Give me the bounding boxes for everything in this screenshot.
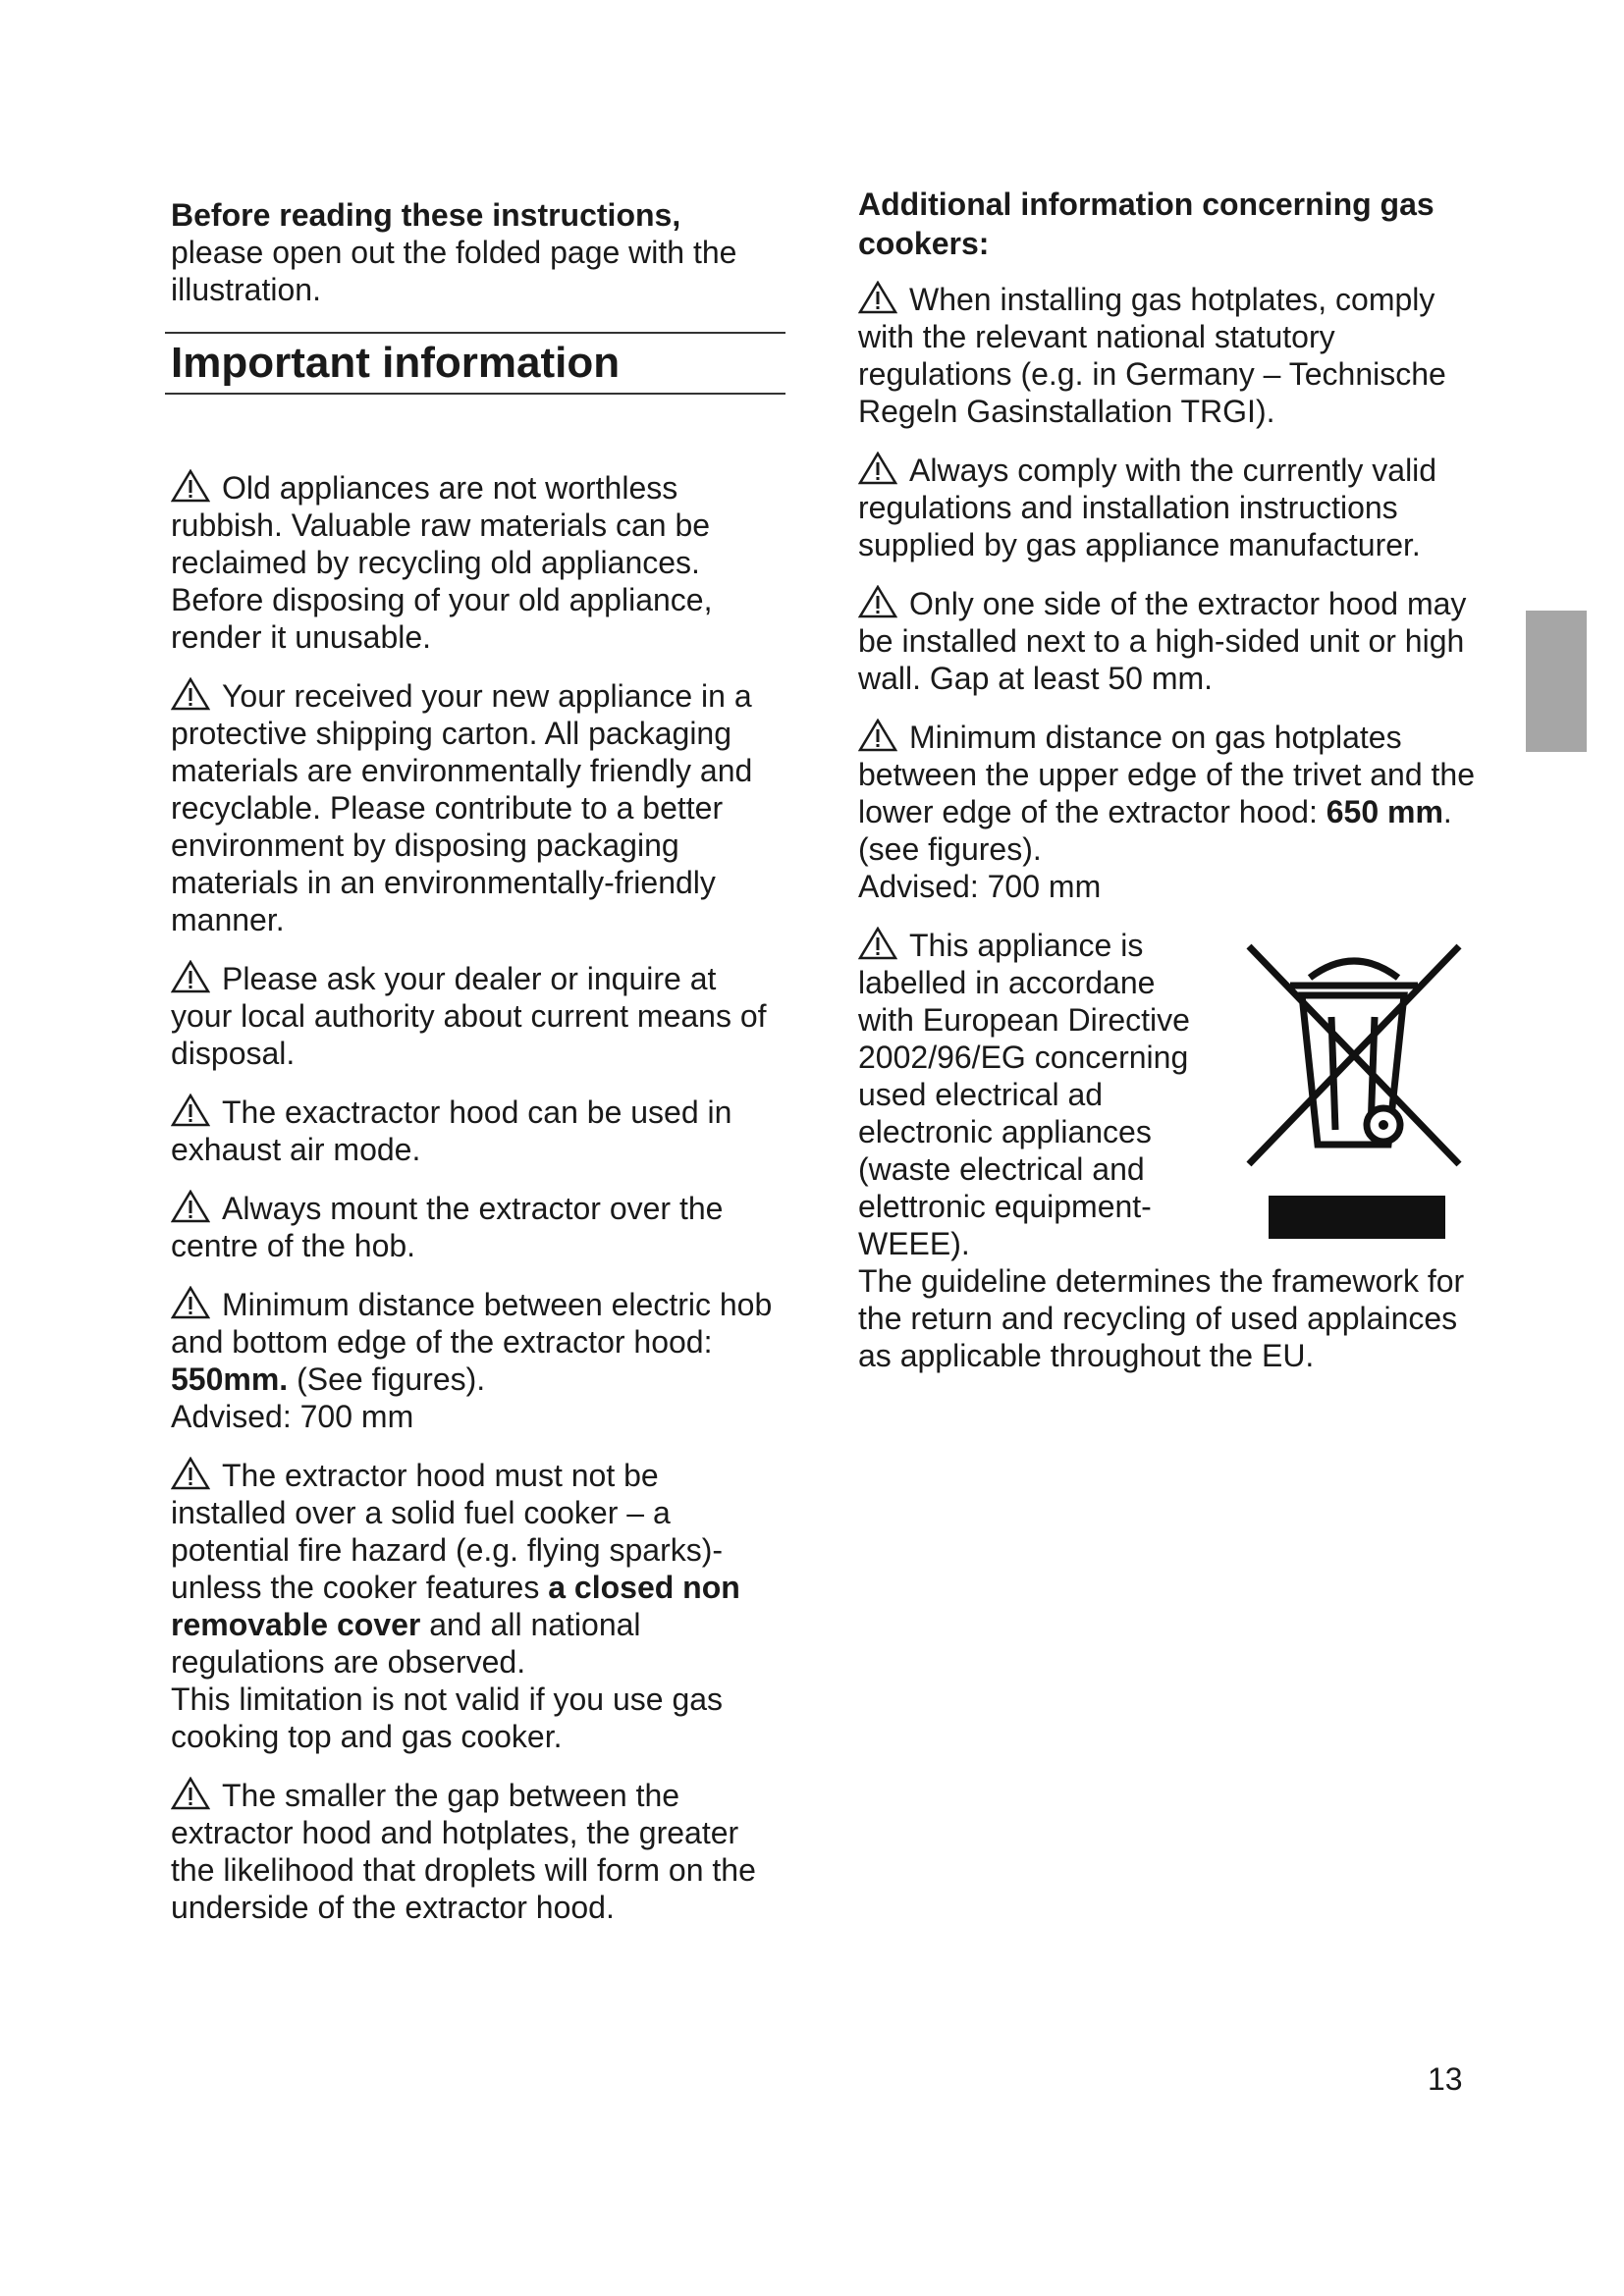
intro-text: please open out the folded page with the illustration. [171, 235, 737, 307]
warning-text: Old appliances are not worthless rubbish. Valuable raw materials can be reclaimed by recycling old appliances. Before disposing of your old appliance, render it unusable. [171, 470, 713, 655]
weee-text: This appliance is labelled in accordane with European Directive 2002/96/EG concerning used electrical ad electronic appliances (waste electrical and elettronic equipment- WEEE). [858, 928, 1190, 1261]
warning-text-bold: 650 mm [1326, 794, 1443, 829]
warning-text: Please ask your dealer or inquire at your local authority about current means of disposal. [171, 961, 767, 1071]
warning-item [171, 677, 780, 938]
weee-crossed-bin-icon [1241, 938, 1467, 1233]
warning-text: The smaller the gap between the extractor hood and hotplates, the greater the likelihood that droplets will form on the underside of the extractor hood. [171, 1778, 756, 1925]
warning-triangle-icon [858, 585, 897, 618]
warning-triangle-icon [858, 927, 897, 960]
warning-triangle-icon [171, 960, 210, 993]
warning-item [171, 1094, 780, 1168]
section-title: Important information [165, 332, 785, 395]
warning-text: . (see figures). [858, 794, 1452, 867]
right-column [858, 185, 1483, 1396]
warning-text: (See figures). [288, 1362, 486, 1397]
warning-triangle-icon [171, 1094, 210, 1127]
weee-guideline: The guideline determines the framework for the return and recycling of used applainces as applicable throughout the EU. [858, 1263, 1465, 1373]
warning-text: Always comply with the currently valid regulations and installation instructions supplied by gas appliance manufacturer. [858, 453, 1437, 562]
warning-item [171, 1777, 780, 1926]
warning-triangle-icon [171, 469, 210, 503]
warning-item [171, 469, 780, 656]
warning-item [171, 1457, 780, 1755]
warning-item [858, 585, 1483, 697]
warning-triangle-icon [171, 1777, 210, 1810]
warning-item [858, 281, 1483, 430]
warning-triangle-icon [171, 1457, 210, 1490]
warning-item [171, 1190, 780, 1264]
warning-item [171, 960, 780, 1072]
warning-extra: Advised: 700 mm [171, 1399, 414, 1434]
weee-item [858, 927, 1483, 1374]
side-tab-marker [1526, 611, 1587, 752]
warning-text: Your received your new appliance in a protective shipping carton. All packaging materials are environmentally friendly and recyclable. Please contribute to a better environment by disposing packaging materials in an environmentally-friendly manner. [171, 678, 753, 937]
warning-triangle-icon [858, 281, 897, 314]
warning-text: When installing gas hotplates, comply with the relevant national statutory regulations (e.g. in Germany – Technische Regeln Gasinstallation TRGI). [858, 282, 1446, 429]
warning-text-bold: a closed non removable cover [171, 1570, 740, 1642]
warning-triangle-icon [858, 719, 897, 752]
warning-item [858, 452, 1483, 563]
warning-text: Minimum distance between electric hob and bottom edge of the extractor hood: [171, 1287, 773, 1360]
warning-text-bold: 550mm. [171, 1362, 289, 1397]
warning-extra: Advised: 700 mm [858, 869, 1102, 904]
warning-triangle-icon [171, 1286, 210, 1319]
warning-text: Only one side of the extractor hood may be installed next to a high-sided unit or high wall. Gap at least 50 mm. [858, 586, 1467, 696]
right-heading: Additional information concerning gas cookers: [858, 187, 1435, 261]
right-warning-list [858, 281, 1483, 905]
warning-triangle-icon [171, 677, 210, 711]
weee-marking-bar [1269, 1196, 1445, 1239]
warning-text: Always mount the extractor over the centre of the hob. [171, 1191, 724, 1263]
intro-heading: Before reading these instructions, [171, 197, 681, 233]
left-column [171, 196, 780, 1948]
warning-triangle-icon [171, 1190, 210, 1223]
warning-text: Minimum distance on gas hotplates between the upper edge of the trivet and the lower edge of the extractor hood: [858, 720, 1476, 829]
warning-text: and all national regulations are observed. [171, 1607, 641, 1680]
left-warning-list [171, 469, 780, 1926]
warning-text: The extractor hood must not be installed over a solid fuel cooker – a potential fire hazard (e.g. flying sparks)- unless the cooker features [171, 1458, 724, 1605]
warning-item [171, 1286, 780, 1435]
page-number: 13 [1428, 2061, 1463, 2097]
warning-text: The exactractor hood can be used in exhaust air mode. [171, 1095, 732, 1167]
warning-item [858, 719, 1483, 905]
warning-extra: This limitation is not valid if you use gas cooking top and gas cooker. [171, 1682, 724, 1754]
warning-triangle-icon [858, 452, 897, 485]
